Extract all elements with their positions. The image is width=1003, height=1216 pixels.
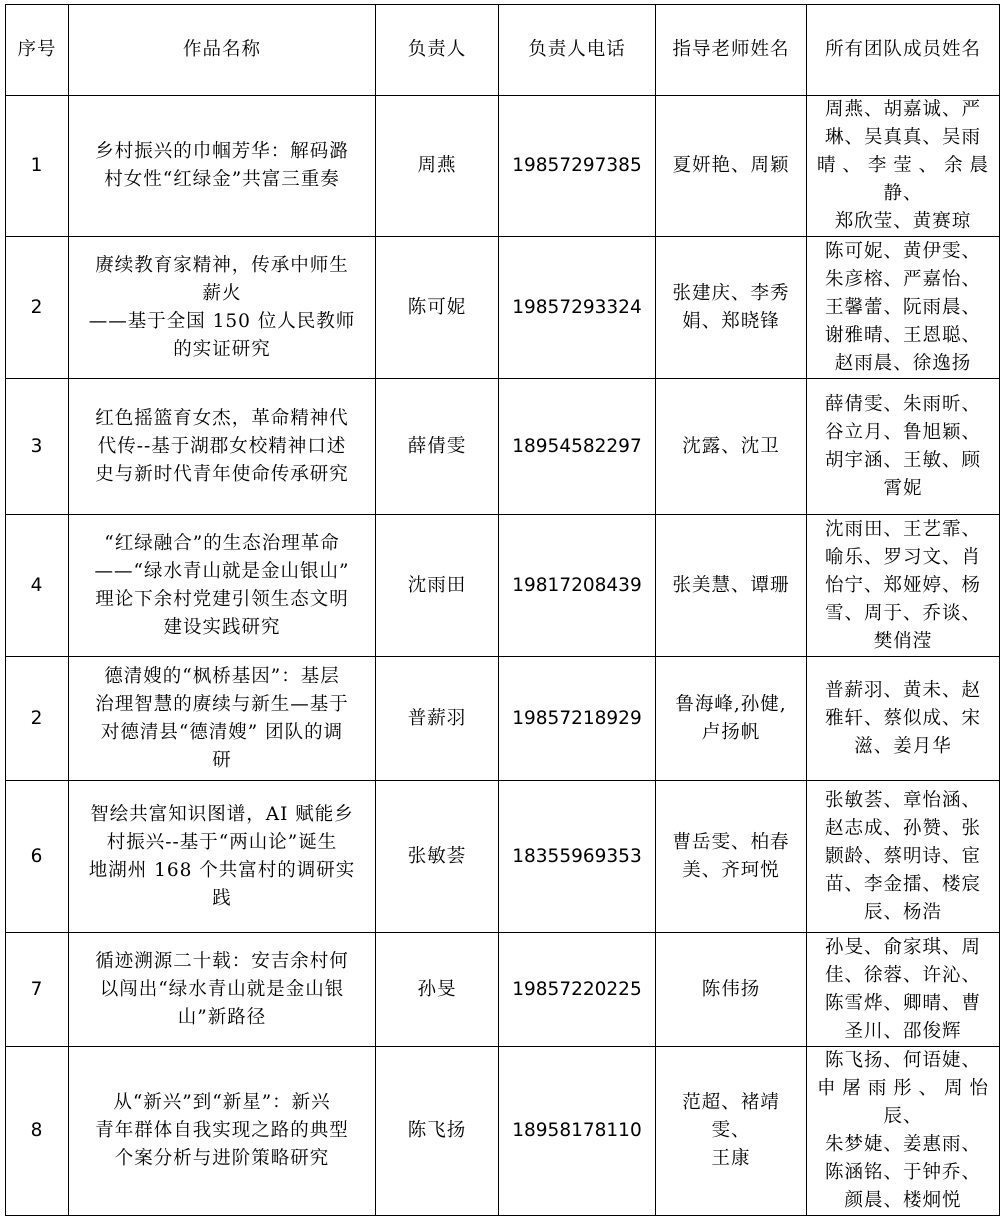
member-line: 辰、杨浩 bbox=[863, 901, 942, 923]
work-title bbox=[69, 657, 376, 781]
table-row bbox=[6, 237, 1000, 379]
leader-phone: 19857297385 bbox=[499, 96, 656, 237]
member-line: 喻乐、罗习文、肖 bbox=[824, 546, 981, 568]
work-title-line: 地湖州 168 个共富村的调研实 bbox=[88, 859, 356, 881]
member-line: 谢雅晴、王恩聪、 bbox=[824, 324, 981, 346]
member-names bbox=[807, 515, 1000, 657]
team-roster-table bbox=[5, 4, 1000, 1216]
work-title-line: 青年群体自我实现之路的典型 bbox=[95, 1120, 349, 1141]
work-title bbox=[69, 96, 376, 237]
leader-phone: 19817208439 bbox=[499, 515, 656, 657]
work-title bbox=[69, 237, 376, 379]
row-index: 1 bbox=[6, 96, 69, 237]
member-line: 郑欣莹、黄赛琼 bbox=[834, 211, 972, 232]
advisor-line: 曹岳雯、柏春 bbox=[672, 831, 790, 853]
leader-phone: 19857293324 bbox=[499, 237, 656, 379]
header-leader: 负责人 bbox=[376, 5, 499, 96]
table-row bbox=[6, 781, 1000, 933]
table-row bbox=[6, 657, 1000, 781]
member-line: 琳、吴真真、吴雨 bbox=[824, 127, 981, 148]
advisor-line: 卢扬帆 bbox=[701, 721, 761, 743]
row-index: 3 bbox=[6, 379, 69, 515]
member-line: 苗、李金擂、楼宸 bbox=[824, 873, 981, 895]
work-title bbox=[69, 515, 376, 657]
member-line: 普薪羽、黄未、赵 bbox=[824, 679, 981, 701]
advisor-names bbox=[656, 96, 807, 237]
member-line: 谷立月、鲁旭颖、 bbox=[824, 421, 981, 443]
leader-phone: 18355969353 bbox=[499, 781, 656, 933]
member-names bbox=[807, 781, 1000, 933]
member-line: 颢龄、蔡明诗、宦 bbox=[824, 845, 981, 867]
work-title-line: 治理智慧的赓续与新生—基于 bbox=[95, 693, 349, 715]
member-line: 晴、李莹、余晨静、 bbox=[817, 155, 989, 204]
member-names bbox=[807, 1047, 1000, 1216]
member-line: 怡宁、郑娅婷、杨 bbox=[824, 574, 981, 596]
work-title-line: ——“绿水青山就是金山银山” bbox=[94, 560, 350, 582]
advisor-line: 娟、郑晓锋 bbox=[682, 310, 780, 332]
table-row bbox=[6, 515, 1000, 657]
leader-phone: 18958178110 bbox=[499, 1047, 656, 1216]
member-line: 赵志成、孙赞、张 bbox=[824, 817, 981, 839]
member-line: 陈雪烨、卿晴、曹 bbox=[824, 992, 981, 1014]
table-row bbox=[6, 1047, 1000, 1216]
row-index: 2 bbox=[6, 237, 69, 379]
header-work-title: 作品名称 bbox=[69, 5, 376, 96]
advisor-names bbox=[656, 781, 807, 933]
advisor-line: 沈露、沈卫 bbox=[682, 435, 780, 457]
row-index: 6 bbox=[6, 781, 69, 933]
member-line: 陈可妮、黄伊雯、 bbox=[824, 240, 981, 262]
member-names bbox=[807, 379, 1000, 515]
work-title-line: 智绘共富知识图谱，AI 赋能乡 bbox=[90, 803, 354, 825]
work-title-line: 德清嫂的“枫桥基因”：基层 bbox=[104, 665, 340, 687]
table-row bbox=[6, 96, 1000, 237]
work-title-line: 从“新兴”到“新星”：新兴 bbox=[113, 1092, 331, 1113]
member-line: 陈飞扬、何语婕、 bbox=[824, 1050, 981, 1071]
advisor-line: 张建庆、李秀 bbox=[672, 282, 790, 304]
work-title-line: 村女性“红绿金”共富三重奏 bbox=[104, 169, 340, 190]
work-title-line: 对德清县“德清嫂” 团队的调 bbox=[100, 721, 344, 743]
member-line: 朱彦榕、严嘉怡、 bbox=[824, 268, 981, 290]
advisor-line: 美、齐珂悦 bbox=[682, 859, 780, 881]
member-line: 佳、徐蓉、许沁、 bbox=[824, 964, 981, 986]
advisor-names bbox=[656, 237, 807, 379]
member-line: 滋、姜月华 bbox=[854, 735, 952, 757]
member-line: 雅轩、蔡似成、宋 bbox=[824, 707, 981, 729]
leader-name: 陈飞扬 bbox=[376, 1047, 499, 1216]
work-title-line: 以闯出“绿水青山就是金山银 bbox=[99, 978, 345, 1000]
work-title-line: 的实证研究 bbox=[173, 338, 271, 360]
member-names bbox=[807, 237, 1000, 379]
leader-name: 薛倩雯 bbox=[376, 379, 499, 515]
member-line: 周燕、胡嘉诚、严 bbox=[824, 99, 981, 120]
work-title-line: 研 bbox=[212, 749, 232, 771]
header-index: 序号 bbox=[6, 5, 69, 96]
member-line: 王馨蕾、阮雨晨、 bbox=[824, 296, 981, 318]
work-title-line: ——基于全国 150 位人民教师 bbox=[88, 310, 356, 332]
member-line: 张敏荟、章怡涵、 bbox=[824, 789, 981, 811]
member-line: 申屠雨彤、周怡辰、 bbox=[817, 1078, 989, 1127]
member-line: 雪、周于、乔谈、 bbox=[824, 602, 981, 624]
advisor-names bbox=[656, 657, 807, 781]
work-title-line: 个案分析与进阶策略研究 bbox=[114, 1148, 330, 1169]
member-line: 圣川、邵俊辉 bbox=[844, 1020, 962, 1042]
leader-phone: 18954582297 bbox=[499, 379, 656, 515]
leader-name: 孙旻 bbox=[376, 933, 499, 1047]
advisor-line: 王康 bbox=[711, 1148, 751, 1169]
leader-name: 张敏荟 bbox=[376, 781, 499, 933]
row-index: 7 bbox=[6, 933, 69, 1047]
leader-phone: 19857220225 bbox=[499, 933, 656, 1047]
leader-name: 沈雨田 bbox=[376, 515, 499, 657]
member-names bbox=[807, 657, 1000, 781]
advisor-names bbox=[656, 379, 807, 515]
work-title-line: 建设实践研究 bbox=[163, 616, 281, 638]
leader-name: 陈可妮 bbox=[376, 237, 499, 379]
work-title-line: “红绿融合”的生态治理革命 bbox=[104, 532, 340, 554]
row-index: 4 bbox=[6, 515, 69, 657]
leader-name: 周燕 bbox=[376, 96, 499, 237]
work-title-line: 代传--基于湖郡女校精神口述 bbox=[97, 435, 347, 457]
member-names bbox=[807, 933, 1000, 1047]
advisor-line: 夏妍艳、周颖 bbox=[672, 155, 790, 176]
member-line: 赵雨晨、徐逸扬 bbox=[834, 352, 972, 374]
header-leader-phone: 负责人电话 bbox=[499, 5, 656, 96]
member-line: 薛倩雯、朱雨昕、 bbox=[824, 393, 981, 415]
member-names bbox=[807, 96, 1000, 237]
advisor-names bbox=[656, 933, 807, 1047]
table-row bbox=[6, 933, 1000, 1047]
header-row bbox=[6, 5, 1000, 96]
work-title-line: 理论下余村党建引领生态文明 bbox=[95, 588, 349, 610]
header-advisor: 指导老师姓名 bbox=[656, 5, 807, 96]
advisor-names bbox=[656, 515, 807, 657]
work-title-line: 赓续教育家精神，传承中师生 bbox=[95, 254, 349, 276]
advisor-line: 范超、褚靖雯、 bbox=[682, 1092, 780, 1141]
leader-name: 普薪羽 bbox=[376, 657, 499, 781]
member-line: 樊俏滢 bbox=[873, 630, 933, 652]
member-line: 孙旻、俞家琪、周 bbox=[824, 936, 981, 958]
member-line: 朱梦婕、姜惠雨、 bbox=[824, 1134, 981, 1155]
table-row bbox=[6, 379, 1000, 515]
member-line: 霄妮 bbox=[883, 477, 923, 499]
work-title bbox=[69, 1047, 376, 1216]
advisor-names bbox=[656, 1047, 807, 1216]
member-line: 沈雨田、王艺霏、 bbox=[824, 518, 981, 540]
work-title-line: 循迹溯源二十载：安吉余村何 bbox=[95, 950, 349, 972]
work-title bbox=[69, 933, 376, 1047]
work-title-line: 薪火 bbox=[202, 282, 242, 304]
work-title-line: 史与新时代青年使命传承研究 bbox=[95, 463, 349, 485]
leader-phone: 19857218929 bbox=[499, 657, 656, 781]
work-title-line: 村振兴--基于“两山论”诞生 bbox=[106, 831, 338, 853]
member-line: 陈涵铭、于钟乔、 bbox=[824, 1162, 981, 1183]
row-index: 2 bbox=[6, 657, 69, 781]
advisor-line: 陈伟扬 bbox=[701, 978, 761, 1000]
row-index: 8 bbox=[6, 1047, 69, 1216]
member-line: 胡宇涵、王敏、顾 bbox=[824, 449, 981, 471]
member-line: 颜晨、楼炯悦 bbox=[844, 1190, 962, 1211]
work-title-line: 红色摇篮育女杰，革命精神代 bbox=[95, 407, 349, 429]
work-title bbox=[69, 379, 376, 515]
work-title-line: 践 bbox=[212, 887, 232, 909]
header-members: 所有团队成员姓名 bbox=[807, 5, 1000, 96]
work-title-line: 山”新路径 bbox=[177, 1006, 267, 1028]
advisor-line: 张美慧、谭珊 bbox=[672, 574, 790, 596]
advisor-line: 鲁海峰,孙健, bbox=[675, 693, 787, 715]
work-title-line: 乡村振兴的巾帼芳华：解码潞 bbox=[95, 141, 349, 162]
work-title bbox=[69, 781, 376, 933]
